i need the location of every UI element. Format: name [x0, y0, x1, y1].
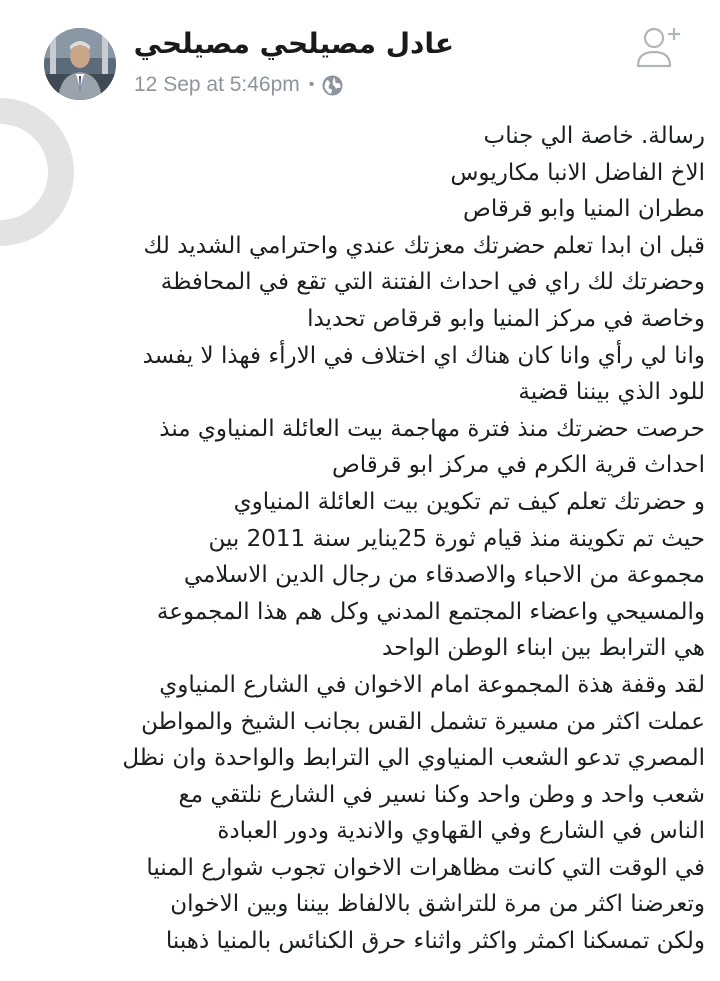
author-name[interactable]: عادل مصيلحي مصيلحي [133, 27, 454, 60]
meta-separator: • [308, 76, 315, 93]
post-text-line: عملت اكثر من مسيرة تشمل القس بجانب الشيخ والمواطن [141, 708, 705, 735]
post-text-line: الاخ الفاضل الانبا مكاريوس [450, 159, 705, 186]
post-body [20, 118, 705, 960]
post-text-line: للود الذي بيننا قضية [518, 379, 705, 406]
post-timestamp[interactable]: 12 Sep at 5:46pm [134, 73, 300, 96]
post-text-line: في الوقت التي كانت مظاهرات الاخوان تجوب شوارع المنيا [146, 854, 705, 881]
post-text-line: مجموعة من الاحباء والاصدقاء من رجال الدين الاسلامي [183, 562, 705, 589]
avatar-photo [44, 28, 116, 100]
post-text-line: شعب واحد و وطن واحد وكنا نسير في الشارع نلتقي مع [178, 781, 705, 808]
post-text-line: لقد وقفة هذة المجموعة امام الاخوان في الشارع المنياوي [159, 671, 705, 698]
globe-icon[interactable] [322, 75, 343, 96]
post-text-line: وانا لي رأي وانا كان هناك اي اختلاف في الارأء فهذا لا يفسد [142, 342, 705, 369]
post-text-line: والمسيحي واعضاء المجتمع المدني وكل هم هذا المجموعة [156, 598, 705, 625]
post-text-line: الناس في الشارع وفي القهاوي والاندية ودور العبادة [217, 818, 705, 845]
post-text-line: ولكن تمسكنا اكمثر واكثر واثناء حرق الكنائس بالمنيا ذهبنا [165, 928, 705, 955]
post-text-line: رسالة. خاصة الي جناب [483, 123, 705, 149]
post-text-line: وتعرضنا اكثر من مرة للتراشق بالالفاظ بيننا وبين الاخوان [170, 891, 705, 918]
post-text-line: مطران المنيا وابو قرقاص [463, 196, 705, 223]
post-text-line: احداث قرية الكرم في مركز ابو قرقاص [331, 452, 705, 479]
post-text-line: وخاصة في مركز المنيا وابو قرقاص تحديدا [307, 305, 705, 332]
author-avatar[interactable] [44, 28, 116, 100]
post-text-line: حيث تم تكوينة منذ قيام ثورة 25يناير سنة 2011 بين [208, 525, 705, 552]
post-text-line: هي الترابط بين ابناء الوطن الواحد [382, 635, 705, 662]
post-text-line: المصري تدعو الشعب المنياوي الي الترابط والواحدة وان نظل [122, 745, 705, 772]
post-text-line: و حضرتك تعلم كيف تم تكوين بيت العائلة المنياوي [233, 488, 705, 515]
post-text-line: قبل ان ابدا تعلم حضرتك معزتك عندي واحترامي الشديد لك [143, 232, 705, 259]
post-meta [134, 70, 343, 100]
post-text-line: وحضرتك لك راي في احداث الفتنة التي تقع في المحافظة [160, 269, 705, 296]
post-text-line: حرصت حضرتك منذ فترة مهاجمة بيت العائلة المنياوي منذ [159, 415, 705, 442]
add-friend-icon[interactable] [634, 22, 684, 70]
